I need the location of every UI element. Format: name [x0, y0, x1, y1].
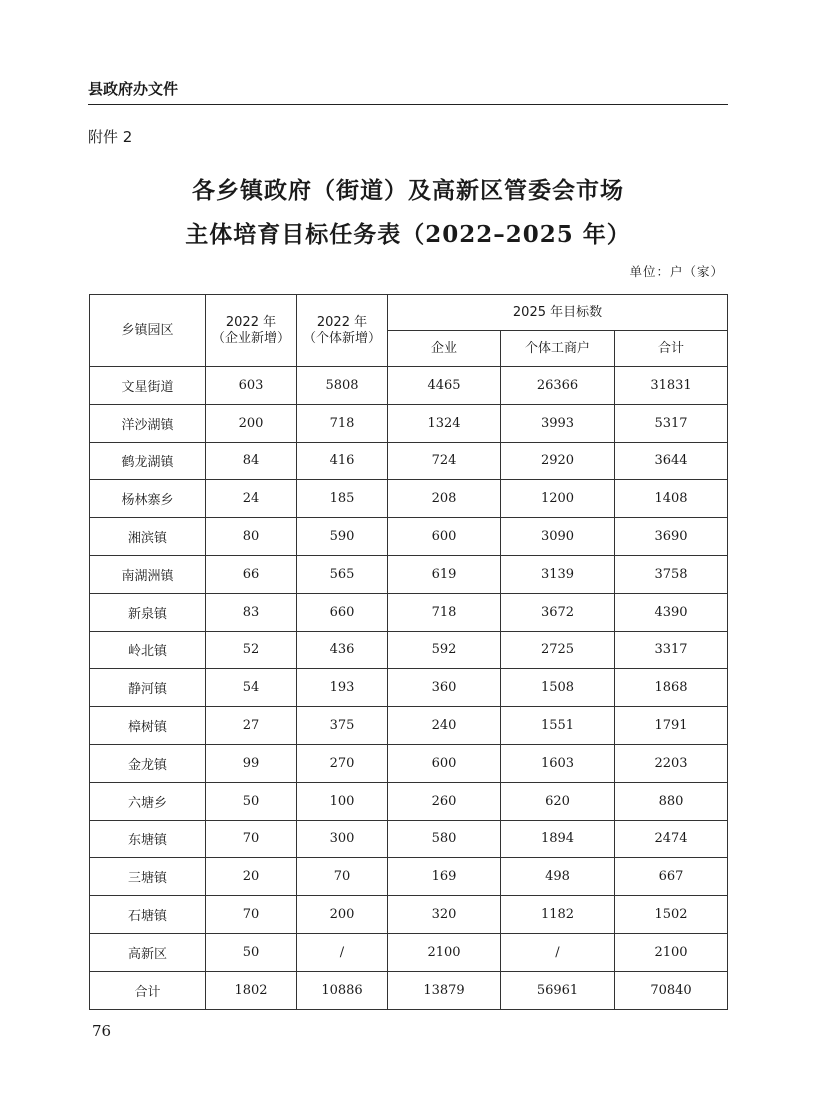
value-cell: 1802 — [206, 971, 297, 1009]
value-cell: 3690 — [615, 518, 728, 556]
table-row — [90, 555, 728, 593]
value-cell: 200 — [297, 896, 388, 934]
region-cell: 高新区 — [90, 933, 206, 971]
value-cell: 4390 — [615, 593, 728, 631]
attachment-label: 附件 2 — [88, 128, 133, 146]
value-cell: 100 — [297, 782, 388, 820]
header-total: 合计 — [615, 331, 728, 367]
value-cell: 99 — [206, 744, 297, 782]
value-cell: 208 — [388, 480, 501, 518]
value-cell: 13879 — [388, 971, 501, 1009]
value-cell: 718 — [388, 593, 501, 631]
table-row — [90, 631, 728, 669]
header-2022-enterprise-year: 2022 年 — [225, 314, 277, 330]
table-row — [90, 480, 728, 518]
value-cell: 1324 — [388, 404, 501, 442]
value-cell: 620 — [501, 782, 615, 820]
value-cell: 3139 — [501, 555, 615, 593]
table-row — [90, 442, 728, 480]
page-title-line2: 主体培育目标任务表（2022–2025 年） — [185, 221, 631, 248]
unit-note: 单位：户（家） — [629, 264, 724, 279]
value-cell: 2474 — [615, 820, 728, 858]
value-cell: 2725 — [501, 631, 615, 669]
value-cell: 10886 — [297, 971, 388, 1009]
value-cell: 590 — [297, 518, 388, 556]
value-cell: 1868 — [615, 669, 728, 707]
value-cell: 66 — [206, 555, 297, 593]
header-2022-enterprise-sub: （企业新增） — [211, 330, 290, 346]
value-cell: 24 — [206, 480, 297, 518]
value-cell: 1551 — [501, 707, 615, 745]
value-cell: 169 — [388, 858, 501, 896]
value-cell: 3993 — [501, 404, 615, 442]
value-cell: / — [501, 933, 615, 971]
region-cell: 六塘乡 — [90, 782, 206, 820]
value-cell: 193 — [297, 669, 388, 707]
value-cell: 360 — [388, 669, 501, 707]
region-cell: 杨林寨乡 — [90, 480, 206, 518]
value-cell: 436 — [297, 631, 388, 669]
value-cell: 5808 — [297, 367, 388, 405]
value-cell: 724 — [388, 442, 501, 480]
value-cell: 375 — [297, 707, 388, 745]
table-row — [90, 367, 728, 405]
region-cell: 石塘镇 — [90, 896, 206, 934]
value-cell: 27 — [206, 707, 297, 745]
value-cell: / — [297, 933, 388, 971]
header-region: 乡镇园区 — [90, 295, 206, 367]
table-row — [90, 896, 728, 934]
document-header: 县政府办文件 — [88, 80, 179, 98]
table-body — [90, 367, 728, 1010]
header-individual: 个体工商户 — [501, 331, 615, 367]
value-cell: 3758 — [615, 555, 728, 593]
value-cell: 1791 — [615, 707, 728, 745]
table-row — [90, 820, 728, 858]
value-cell: 1182 — [501, 896, 615, 934]
region-cell: 新泉镇 — [90, 593, 206, 631]
target-table — [89, 294, 728, 1010]
header-enterprise: 企业 — [388, 331, 501, 367]
value-cell: 2920 — [501, 442, 615, 480]
value-cell: 260 — [388, 782, 501, 820]
value-cell: 3090 — [501, 518, 615, 556]
value-cell: 580 — [388, 820, 501, 858]
value-cell: 1200 — [501, 480, 615, 518]
table-row — [90, 404, 728, 442]
value-cell: 185 — [297, 480, 388, 518]
table-row — [90, 518, 728, 556]
region-cell: 文星街道 — [90, 367, 206, 405]
table-row — [90, 593, 728, 631]
value-cell: 2203 — [615, 744, 728, 782]
table-row — [90, 707, 728, 745]
value-cell: 600 — [388, 744, 501, 782]
table-row — [90, 858, 728, 896]
value-cell: 70 — [206, 820, 297, 858]
value-cell: 54 — [206, 669, 297, 707]
region-cell: 合计 — [90, 971, 206, 1009]
value-cell: 300 — [297, 820, 388, 858]
region-cell: 东塘镇 — [90, 820, 206, 858]
region-cell: 静河镇 — [90, 669, 206, 707]
value-cell: 667 — [615, 858, 728, 896]
value-cell: 600 — [388, 518, 501, 556]
value-cell: 565 — [297, 555, 388, 593]
table-row — [90, 933, 728, 971]
region-cell: 湘滨镇 — [90, 518, 206, 556]
value-cell: 52 — [206, 631, 297, 669]
region-cell: 岭北镇 — [90, 631, 206, 669]
header-divider — [88, 104, 728, 105]
header-2025-target: 2025 年目标数 — [388, 295, 728, 331]
value-cell: 320 — [388, 896, 501, 934]
value-cell: 70 — [206, 896, 297, 934]
value-cell: 1408 — [615, 480, 728, 518]
value-cell: 1502 — [615, 896, 728, 934]
value-cell: 80 — [206, 518, 297, 556]
table-row — [90, 782, 728, 820]
page-title-line1: 各乡镇政府（街道）及高新区管委会市场 — [192, 177, 624, 204]
header-2022-individual-sub: （个体新增） — [302, 330, 381, 346]
value-cell: 2100 — [615, 933, 728, 971]
value-cell: 592 — [388, 631, 501, 669]
table-row — [90, 744, 728, 782]
region-cell: 洋沙湖镇 — [90, 404, 206, 442]
value-cell: 50 — [206, 933, 297, 971]
value-cell: 56961 — [501, 971, 615, 1009]
region-cell: 樟树镇 — [90, 707, 206, 745]
value-cell: 1603 — [501, 744, 615, 782]
value-cell: 3672 — [501, 593, 615, 631]
value-cell: 880 — [615, 782, 728, 820]
value-cell: 1894 — [501, 820, 615, 858]
value-cell: 20 — [206, 858, 297, 896]
value-cell: 1508 — [501, 669, 615, 707]
value-cell: 498 — [501, 858, 615, 896]
header-2022-individual-year: 2022 年 — [316, 314, 368, 330]
region-cell: 南湖洲镇 — [90, 555, 206, 593]
total-row — [90, 971, 728, 1009]
value-cell: 416 — [297, 442, 388, 480]
value-cell: 26366 — [501, 367, 615, 405]
region-cell: 三塘镇 — [90, 858, 206, 896]
region-cell: 金龙镇 — [90, 744, 206, 782]
value-cell: 2100 — [388, 933, 501, 971]
value-cell: 70840 — [615, 971, 728, 1009]
value-cell: 83 — [206, 593, 297, 631]
value-cell: 660 — [297, 593, 388, 631]
value-cell: 270 — [297, 744, 388, 782]
value-cell: 4465 — [388, 367, 501, 405]
value-cell: 31831 — [615, 367, 728, 405]
value-cell: 3644 — [615, 442, 728, 480]
value-cell: 200 — [206, 404, 297, 442]
value-cell: 718 — [297, 404, 388, 442]
value-cell: 3317 — [615, 631, 728, 669]
page-number: 76 — [92, 1022, 112, 1040]
table-row — [90, 669, 728, 707]
value-cell: 240 — [388, 707, 501, 745]
value-cell: 84 — [206, 442, 297, 480]
value-cell: 50 — [206, 782, 297, 820]
region-cell: 鹤龙湖镇 — [90, 442, 206, 480]
value-cell: 603 — [206, 367, 297, 405]
header-2022-individual — [297, 295, 388, 367]
value-cell: 70 — [297, 858, 388, 896]
header-2022-enterprise — [206, 295, 297, 367]
value-cell: 5317 — [615, 404, 728, 442]
value-cell: 619 — [388, 555, 501, 593]
